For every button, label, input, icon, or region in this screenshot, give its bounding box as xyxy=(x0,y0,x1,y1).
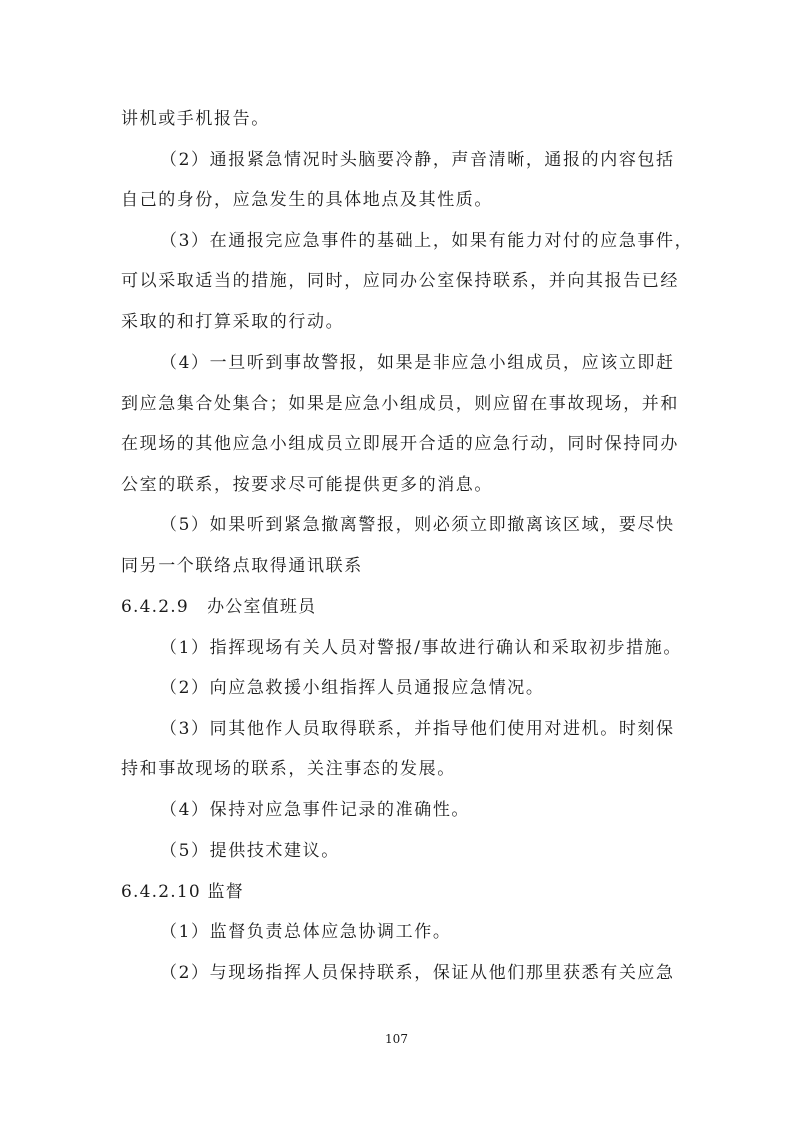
text-line: 在现场的其他应急小组成员立即展开合适的应急行动，同时保持同办 xyxy=(121,434,679,454)
text-line: 到应急集合处集合；如果是应急小组成员，则应留在事故现场，并和 xyxy=(121,394,679,414)
text-line: （5）提供技术建议。 xyxy=(160,841,340,861)
text-line: （3）在通报完应急事件的基础上，如果有能力对付的应急事件， xyxy=(160,231,694,251)
page-number: 107 xyxy=(385,1032,408,1046)
text-line: 自己的身份，应急发生的具体地点及其性质。 xyxy=(121,190,493,210)
text-line: （2）通报紧急情况时头脑要冷静，声音清晰，通报的内容包括 xyxy=(160,150,675,170)
text-line: 持和事故现场的联系，关注事态的发展。 xyxy=(121,759,456,779)
text-line: （4）保持对应急事件记录的准确性。 xyxy=(160,800,471,820)
text-line: （2）与现场指挥人员保持联系，保证从他们那里获悉有关应急 xyxy=(160,963,675,983)
text-line: 可以采取适当的措施，同时，应同办公室保持联系，并向其报告已经 xyxy=(121,271,679,291)
text-line: （1）监督负责总体应急协调工作。 xyxy=(160,922,452,942)
text-line: （3）同其他作人员取得联系，并指导他们使用对进机。时刻保 xyxy=(160,719,675,739)
text-line: （2）向应急救援小组指挥人员通报应急情况。 xyxy=(160,678,545,698)
section-heading: 6.4.2.10 监督 xyxy=(121,882,244,902)
text-line: （1）指挥现场有关人员对警报/事故进行确认和采取初步措施。 xyxy=(160,638,682,658)
text-line: （5）如果听到紧急撤离警报，则必须立即撤离该区域，要尽快 xyxy=(160,515,675,535)
text-line: 讲机或手机报告。 xyxy=(121,109,270,129)
text-line: 公室的联系，按要求尽可能提供更多的消息。 xyxy=(121,475,493,495)
text-line: 同另一个联络点取得通讯联系 xyxy=(121,556,363,576)
text-line: 采取的和打算采取的行动。 xyxy=(121,312,345,332)
text-line: （4）一旦听到事故警报，如果是非应急小组成员，应该立即赶 xyxy=(160,353,675,373)
section-heading: 6.4.2.9 办公室值班员 xyxy=(121,597,317,617)
